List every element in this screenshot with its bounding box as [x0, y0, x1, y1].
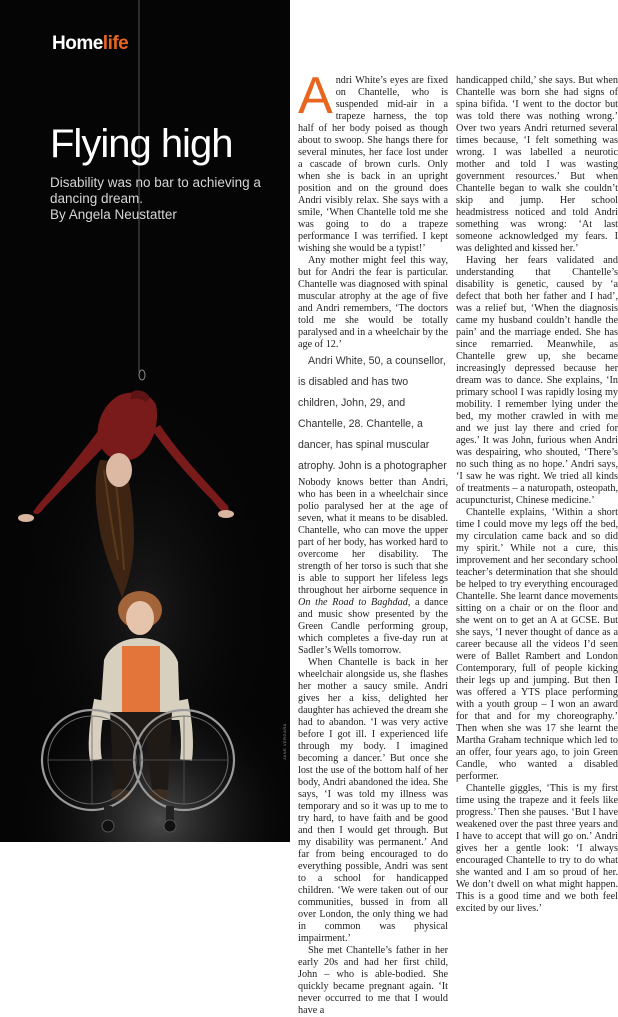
- paragraph: Any mother might feel this way, but for Andri the fear is particular. Chantelle was diagnosed with spinal muscular atrophy at the age of five and Andri remembers, ‘The doctors told me she would be totally paralysed and in a wheelchair by the age of 12.’: [298, 255, 448, 350]
- photo-credit: JANE VERGARA: [282, 723, 287, 760]
- family-intro: Andri White, 50, a counsellor, is disabled and has two children, John, 29, and Chantelle, 28. Chantelle, a dancer, has spinal muscular atrophy. John is a photographer: [298, 355, 447, 472]
- section-label-light: life: [102, 33, 129, 54]
- paragraph-text: , a dance and music show presented by the Green Candle performing group, which completes a five-day run at Sadler’s Wells tomorrow.: [298, 597, 448, 656]
- drop-cap: A: [298, 67, 333, 125]
- standfirst: [50, 175, 285, 223]
- paragraph: When Chantelle is back in her wheelchair alongside us, she flashes her mother a saucy smile. Andri gives her a kiss, delighted her daughter has achieved the dream she had to abandon. ‘I was very active before I got ill. I experienced life through my body. I imagined becoming a dancer.’ But once she lost the use of the bottom half of her body, Andri abandoned the idea. She says, ‘I was told my illness was temporary and so it was up to me to try hard, to have faith and be good and then I would get through. But my disability was permanent.’ And far from being encouraged to do everything possible, Andri was sent to a school for handicapped children. ‘We were taken out of our communities, bussed in from all over London, the only thing we had in common was physical impairment.’: [298, 657, 448, 944]
- paragraph-text: Nobody knows better than Andri, who has been in a wheelchair since polio paralysed her at the age of seven, what it means to be disabled. Chantelle, who can move the upper part of her body, has worked hard to overcome her disability. The strength of her torso is such that she is able to support her lifeless legs throughout her airborne sequence in: [298, 477, 448, 596]
- headline: Flying high: [50, 122, 233, 166]
- paragraph: Chantelle giggles, ‘This is my first time using the trapeze and it feels like progress.’ Then she pauses. ‘But I have weakened over the past three years and I have to accept that will go on.’ Andri gives her a gentle look: ‘I always encouraged Chantelle to try to do what she wanted and I am so proud of her. We don’t dwell on what might happen. This is a good time and we both feel excited by our lives.’: [456, 783, 618, 914]
- byline: By Angela Neustatter: [50, 207, 177, 222]
- section-label-bold: Home: [52, 33, 103, 54]
- paragraph: handicapped child,’ she says. But when Chantelle was born she had signs of spina bifida. ‘I went to the doctor but was told there was nothing wrong.’ Over two years Andri returned several times because, ‘I felt something was wrong. I was labelled a neurotic mother and told I was wasting government resources.’ But when Chantelle began to walk she couldn’t skip and jump. Her school headmistress noticed and told Andri something was wrong: ‘At last someone acknowledged my fears. I was delighted and kissed her.’: [456, 75, 618, 254]
- column-2: [456, 75, 618, 915]
- show-title: On the Road to Baghdad: [298, 597, 408, 608]
- paragraph: Chantelle explains, ‘Within a short time I could move my legs off the bed, my circulation came back and so did my spirit.’ While not a cure, this improvement and her secondary school teacher’s determination that she should be helped to try everything encouraged Chantelle. She learnt dance movements sitting on a chair or on the floor and she went on to get an A at GCSE. But she says, ‘I never thought of dance as a career because all the videos I’d seen were of Ballet Rambert and London Contemporary, full of people kicking their legs up and jumping. But then I was offered a YTS place performing with a youth group – I won an award for that and for my choreography.’ Then when she was 17 she learnt the Martha Graham technique which led to an offer, four years ago, to join Green Candle, who wanted a disabled performer.: [456, 507, 618, 782]
- paragraph: She met Chantelle’s father in her early 20s and had her first child, John – who is able-bodied. She quickly became pregnant again. ‘It never occurred to me that I would have a: [298, 945, 448, 1016]
- feature-photo: [0, 0, 290, 842]
- column-1: [298, 67, 448, 1017]
- paragraph: [298, 477, 448, 657]
- paragraph: Having her fears validated and understanding that Chantelle’s disability is genetic, caused by ‘a defect that both her father and I had’, was a relief but, ‘When the diagnosis came my husband couldn’t handle the pain’ and the marriage ended. She has since remarried. Meanwhile, as Chantelle grew up, she became increasingly depressed because her dream was to dance. She explains, ‘In primary school I was rapidly losing my mobility. I remember lying under the bed, my mother crawled in with me and we just lay there and cried for ages.’ It was John, furious when Andri was despairing, who shouted, ‘There’s no such thing as no hope.’ Andri says, ‘I saw he was right. We tried all kinds of treatments – a naturopath, osteopath, acupuncturist, Chinese medicine.’: [456, 255, 618, 506]
- standfirst-text: Disability was no bar to achieving a dancing dream.: [50, 175, 261, 206]
- section-label: [52, 33, 128, 55]
- paragraph-text: ndri White’s eyes are fixed on Chantelle, who is suspended mid-air in a trapeze harness, the top half of her body poised as though about to swoop. She hangs there for several minutes, her face lost under a cascade of brown curls. Only when she is back in an upright position and on the ground does Andri visibly relax. She says with a smile, ‘When Chantelle told me she was going to do a trapeze performance I was terrified. I kept wishing she would be a typist!’: [298, 75, 448, 254]
- paragraph: [298, 67, 448, 255]
